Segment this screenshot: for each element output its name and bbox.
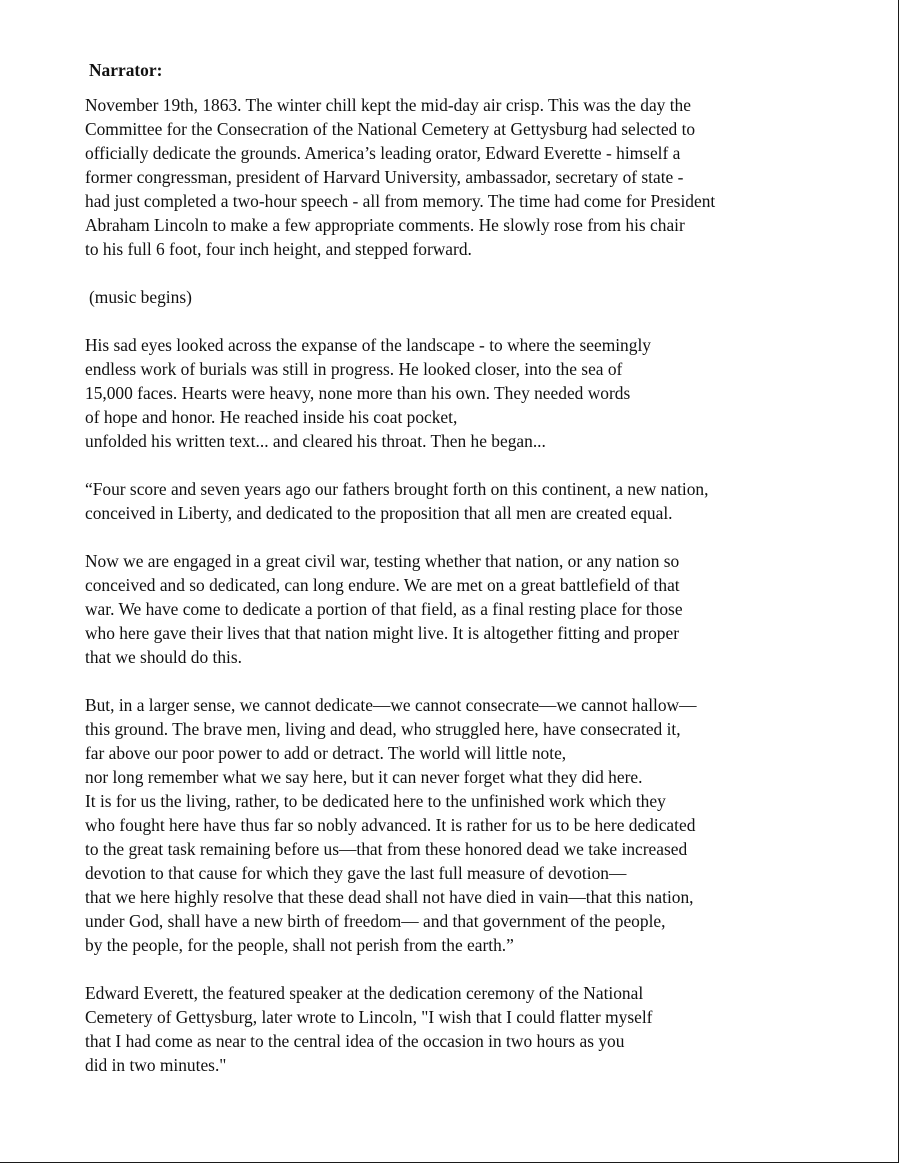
text-line: who fought here have thus far so nobly advanced. It is rather for us to be here dedicated bbox=[85, 815, 696, 835]
text-line: It is for us the living, rather, to be dedicated here to the unfinished work which they bbox=[85, 791, 666, 811]
text-line: endless work of burials was still in progress. He looked closer, into the sea of bbox=[85, 359, 623, 379]
text-line: to the great task remaining before us—that from these honored dead we take increased bbox=[85, 839, 688, 859]
text-line: this ground. The brave men, living and dead, who struggled here, have consecrated it, bbox=[85, 719, 681, 739]
text-line: of hope and honor. He reached inside his coat pocket, bbox=[85, 407, 458, 427]
text-line: that we here highly resolve that these dead shall not have died in vain—that this nation, bbox=[85, 887, 694, 907]
text-line: conceived and so dedicated, can long endure. We are met on a great battlefield of that bbox=[85, 575, 680, 595]
paragraph-lincoln-approach bbox=[85, 333, 885, 453]
text-line: under God, shall have a new birth of freedom— and that government of the people, bbox=[85, 911, 666, 931]
paragraph-intro bbox=[85, 93, 885, 261]
paragraph-everett-quote bbox=[85, 981, 885, 1077]
text-line: officially dedicate the grounds. America’s leading orator, Edward Everette - himself a bbox=[85, 143, 681, 163]
text-line: far above our poor power to add or detract. The world will little note, bbox=[85, 743, 567, 763]
text-line: November 19th, 1863. The winter chill kept the mid-day air crisp. This was the day the bbox=[85, 95, 691, 115]
text-line: 15,000 faces. Hearts were heavy, none more than his own. They needed words bbox=[85, 383, 631, 403]
text-line: nor long remember what we say here, but it can never forget what they did here. bbox=[85, 767, 643, 787]
narrator-heading: Narrator: bbox=[89, 60, 163, 80]
text-line: Cemetery of Gettysburg, later wrote to Lincoln, "I wish that I could flatter myself bbox=[85, 1007, 653, 1027]
text-line: that we should do this. bbox=[85, 647, 242, 667]
text-line: Edward Everett, the featured speaker at the dedication ceremony of the National bbox=[85, 983, 644, 1003]
text-line: His sad eyes looked across the expanse of the landscape - to where the seemingly bbox=[85, 335, 651, 355]
text-line: But, in a larger sense, we cannot dedicate—we cannot consecrate—we cannot hallow— bbox=[85, 695, 697, 715]
paragraph-address-opening bbox=[85, 477, 885, 525]
text-line: who here gave their lives that that nation might live. It is altogether fitting and proper bbox=[85, 623, 680, 643]
text-line: war. We have come to dedicate a portion of that field, as a final resting place for those bbox=[85, 599, 683, 619]
stage-direction bbox=[89, 285, 885, 309]
text-line: Committee for the Consecration of the National Cemetery at Gettysburg had selected to bbox=[85, 119, 696, 139]
text-line: Now we are engaged in a great civil war, testing whether that nation, or any nation so bbox=[85, 551, 680, 571]
text-line: to his full 6 foot, four inch height, and stepped forward. bbox=[85, 239, 472, 259]
text-line: former congressman, president of Harvard University, ambassador, secretary of state - bbox=[85, 167, 684, 187]
text-line: unfolded his written text... and cleared his throat. Then he began... bbox=[85, 431, 546, 451]
text-line: by the people, for the people, shall not perish from the earth.” bbox=[85, 935, 514, 955]
text-line: that I had come as near to the central idea of the occasion in two hours as you bbox=[85, 1031, 625, 1051]
paragraph-address-civil-war bbox=[85, 549, 885, 669]
text-line: (music begins) bbox=[89, 287, 192, 307]
text-line: did in two minutes." bbox=[85, 1055, 227, 1075]
text-line: Abraham Lincoln to make a few appropriate comments. He slowly rose from his chair bbox=[85, 215, 685, 235]
text-line: conceived in Liberty, and dedicated to the proposition that all men are created equal. bbox=[85, 503, 673, 523]
text-line: “Four score and seven years ago our fathers brought forth on this continent, a new nation, bbox=[85, 479, 709, 499]
document-body bbox=[85, 58, 885, 1101]
text-line: devotion to that cause for which they gave the last full measure of devotion— bbox=[85, 863, 627, 883]
text-line: had just completed a two-hour speech - all from memory. The time had come for President bbox=[85, 191, 716, 211]
paragraph-address-larger-sense bbox=[85, 693, 885, 957]
